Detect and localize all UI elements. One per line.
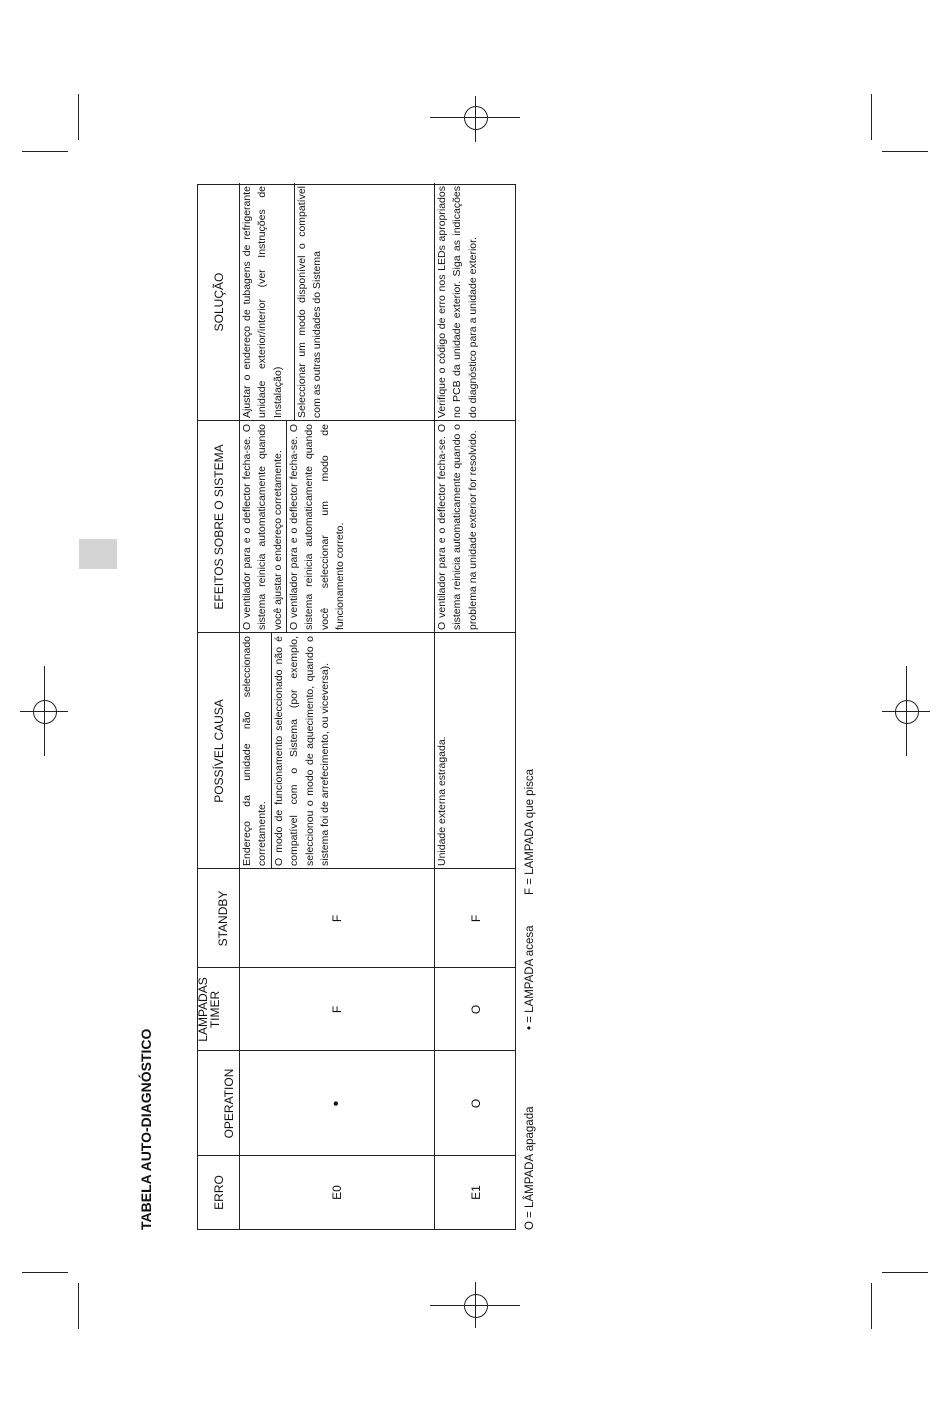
header-operation: OPERATION: [221, 1068, 236, 1139]
row-e0-operation: •: [327, 1100, 345, 1107]
row-e0-efeitos-1: O ventilador para e o deflector fecha-se. O sistema reinicia automaticamente quando você ajustar o endereço corretamente.: [241, 424, 284, 630]
row-e1-standby: F: [468, 914, 483, 923]
row-e1-erro: E1: [468, 1185, 483, 1200]
row-e0-efeitos-2: O ventilador para e o deflector fecha-se. O sistema reinicia automaticamente quando você seleccionar um modo de funcionamento correto.: [288, 424, 346, 630]
header-efeitos: EFEITOS SOBRE O SISTEMA: [211, 444, 226, 610]
header-timer-group: [195, 968, 222, 1051]
row-e0-timer: F: [329, 1005, 344, 1014]
row-e1-solucao-1: Verifique o código de erro nos LEDs apropriados no PCB da unidade exterior. Siga as indicações do diagnóstico para a unidade exterior.: [436, 186, 479, 418]
page-title: TABELA AUTO-DIAGNÓSTICO: [138, 1028, 154, 1230]
header-solucao: SOLUÇÃO: [211, 272, 226, 332]
header-erro: ERRO: [211, 1175, 226, 1210]
diagnostic-table: [197, 184, 516, 1230]
header-causa: POSSÍVEL CAUSA: [211, 699, 226, 803]
row-e0-erro: E0: [329, 1185, 344, 1200]
legend-off: O = LÂMPADA apagada: [524, 1106, 536, 1230]
row-e0-causa-2: O modo de funcionamento seleccionado não é compatível com o Sistema (por exemplo, seleccionou o modo de aquecimento, quando o sistema foi de arrefecimento, ou viceversa).: [273, 636, 331, 866]
row-e1-timer: O: [468, 1004, 483, 1015]
row-e1-operation: O: [468, 1098, 483, 1109]
legend-flash: F = LAMPADA que pisca: [524, 768, 536, 895]
row-e1-efeitos-1: O ventilador para e o deflector fecha-se. O sistema reinicia automaticamente quando o problema na unidade exterior for resolvido.: [436, 424, 479, 630]
header-timer: TIMER: [207, 990, 222, 1029]
section-tab: [79, 539, 117, 569]
legend-on: • = LAMPADA acesa: [524, 925, 536, 1030]
row-e0-solucao-2: Seleccionar um modo disponível o compatível com as outras unidades do Sistema: [296, 186, 324, 418]
header-lampadas: LAMPADAS: [195, 977, 210, 1042]
row-e0-causa-1: Endereço da unidade não seleccionado corretamente.: [241, 636, 269, 866]
row-e0-standby: F: [329, 914, 344, 923]
rotated-page: [135, 170, 535, 1230]
row-e1-causa-1: Unidade externa estragada.: [436, 736, 448, 866]
row-e0-solucao-1: Ajustar o endereço de tubagens de refrigerante unidade exterior/interior (ver Instruções de Instalação): [241, 186, 284, 418]
header-standby: STANDBY: [215, 890, 230, 947]
